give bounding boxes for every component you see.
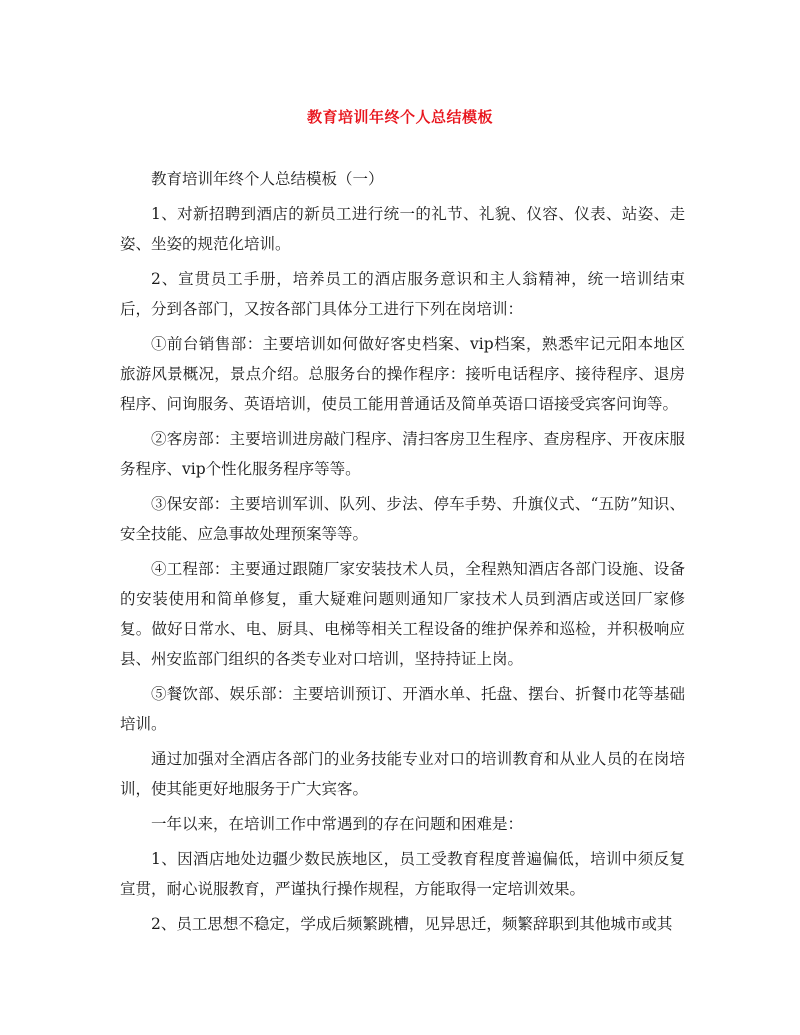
- paragraph-security: ③保安部：主要培训军训、队列、步法、停车手势、升旗仪式、“五防”知识、安全技能、应急事故处理预案等等。: [120, 495, 685, 543]
- paragraph-problem-2: 2、员工思想不稳定，学成后频繁跳槽，见异思迁，频繁辞职到其他城市或其: [151, 915, 673, 933]
- document-body: [120, 164, 685, 944]
- paragraph-problems-intro: 一年以来，在培训工作中常遇到的存在问题和困难是：: [151, 815, 524, 833]
- document-title: 教育培训年终个人总结模板: [306, 108, 493, 126]
- paragraph-engineering: ④工程部：主要通过跟随厂家安装技术人员，全程熟知酒店各部门设施、设备的安装使用和简单修复，重大疑难问题则通知厂家技术人员到酒店或送回厂家修复。做好日常水、电、厨具、电梯等相关工程设备的维护保养和巡检，并积极响应县、州安监部门组织的各类专业对口培训，坚持持证上岗。: [120, 560, 685, 668]
- paragraph-item-1-etiquette: 1、对新招聘到酒店的新员工进行统一的礼节、礼貌、仪容、仪表、站姿、走姿、坐姿的规范化培训。: [120, 205, 685, 253]
- paragraph-catering: ⑤餐饮部、娱乐部：主要培训预订、开酒水单、托盘、摆台、折餐巾花等基础培训。: [120, 685, 685, 733]
- paragraph-summary: 通过加强对全酒店各部门的业务技能专业对口的培训教育和从业人员的在岗培训，使其能更好地服务于广大宾客。: [120, 750, 685, 798]
- paragraph-subtitle: 教育培训年终个人总结模板（一）: [151, 170, 384, 188]
- paragraph-item-2-handbook: 2、宣贯员工手册，培养员工的酒店服务意识和主人翁精神，统一培训结束后，分到各部门，又按各部门具体分工进行下列在岗培训：: [120, 270, 685, 318]
- paragraph-problem-1: 1、因酒店地处边疆少数民族地区，员工受教育程度普遍偏低，培训中须反复宣贯，耐心说服教育，严谨执行操作规程，方能取得一定培训效果。: [120, 850, 685, 898]
- paragraph-housekeeping: ②客房部：主要培训进房敲门程序、清扫客房卫生程序、查房程序、开夜床服务程序、vip个性化服务程序等等。: [120, 430, 685, 478]
- paragraph-front-desk: ①前台销售部：主要培训如何做好客史档案、vip档案，熟悉牢记元阳本地区旅游风景概况，景点介绍。总服务台的操作程序：接听电话程序、接待程序、退房程序、问询服务、英语培训，使员工能用普通话及简单英语口语接受宾客问询等。: [120, 335, 685, 413]
